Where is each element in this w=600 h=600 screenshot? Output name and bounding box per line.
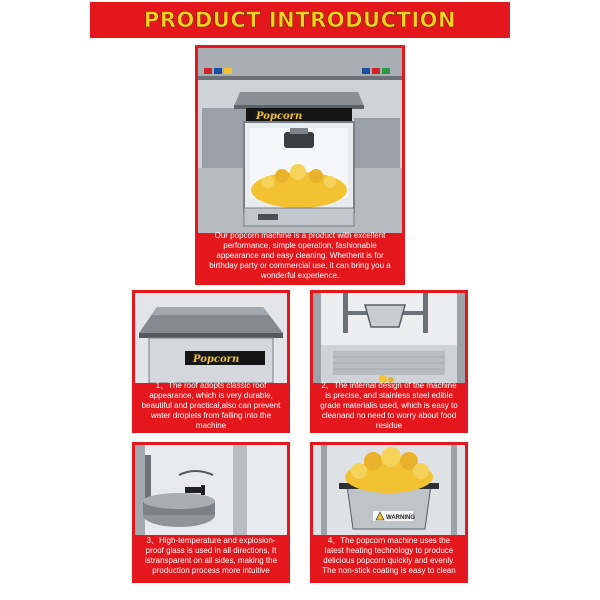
feature-card-glass bbox=[132, 442, 290, 583]
glass-caption: 3、High-temperature and explosion-proof glass is used in all directions, It istransparent on all sides, making the production process more intuitive bbox=[144, 536, 278, 575]
title-banner bbox=[90, 2, 510, 38]
warning-label-text: WARNING bbox=[386, 515, 415, 521]
main-product-card bbox=[195, 45, 405, 285]
heat-photo bbox=[313, 445, 465, 535]
feature-card-inner bbox=[310, 290, 468, 433]
roof-photo bbox=[135, 293, 287, 383]
banner-title: PRODUCT INTRODUCTION bbox=[143, 8, 457, 32]
feature-card-heat bbox=[310, 442, 468, 583]
roof-caption: 1、The roof adopts classic roof appearance, which is very durable, beautiful and practical,also can prevent water droplets from falling into the machine bbox=[141, 381, 281, 430]
roof-sign-text: Popcorn bbox=[193, 354, 240, 365]
main-product-photo bbox=[198, 48, 402, 233]
feature-card-roof bbox=[132, 290, 290, 433]
inner-photo bbox=[313, 293, 465, 383]
main-caption: Our popcorn machine is a product with excellent performance, simple operation, fashionable appearance and easy cleaning. Whetherit is for birthday party or commercial use, it can bring you a wonderful experience. bbox=[209, 231, 391, 280]
glass-photo bbox=[135, 445, 287, 535]
heat-caption: 4、The popcorn machine uses the latest heating technology to produce delicious popcorn quickly and evenly. The non-stick coating is easy to clean bbox=[322, 536, 456, 575]
main-sign-text: Popcorn bbox=[256, 111, 303, 122]
inner-caption: 2、The internal design of the machine is precise, and stainless steel edible grade materialis used, which is easy to cleanand no need to worry about food residue bbox=[320, 381, 458, 430]
